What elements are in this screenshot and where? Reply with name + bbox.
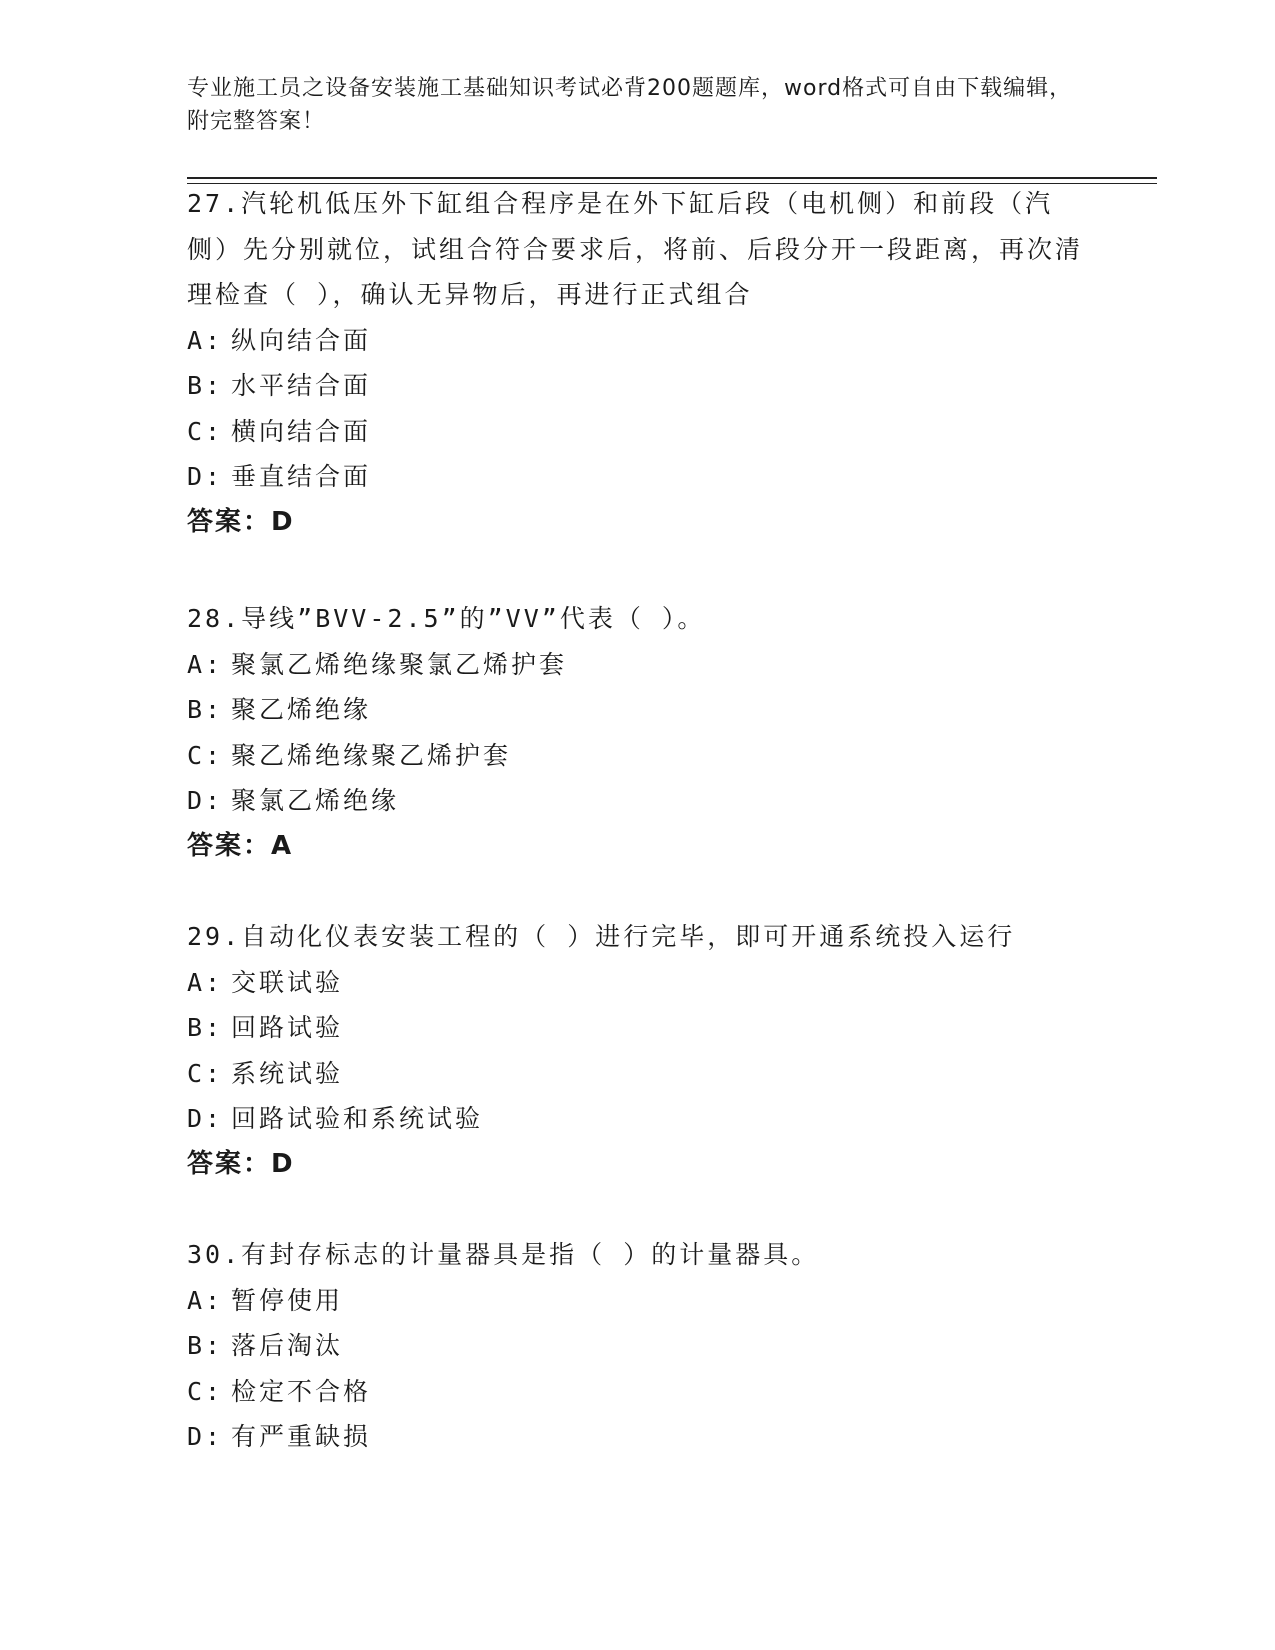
answer: 答案：D bbox=[187, 506, 295, 537]
question-stem: 29.自动化仪表安装工程的（ ）进行完毕，即可开通系统投入运行 bbox=[187, 922, 1016, 951]
answer: 答案：D bbox=[187, 1148, 295, 1179]
option-c bbox=[187, 409, 1087, 455]
option-label: A: bbox=[187, 649, 224, 679]
option-d bbox=[187, 454, 1087, 500]
option-text: 聚氯乙烯绝缘 bbox=[231, 786, 400, 815]
option-a bbox=[187, 642, 1087, 688]
option-label: B: bbox=[187, 371, 224, 400]
option-text: 系统试验 bbox=[231, 1058, 344, 1088]
option-text: 检定不合格 bbox=[231, 1376, 372, 1406]
option-label: B: bbox=[187, 695, 224, 724]
option-label: C: bbox=[187, 416, 224, 446]
option-label: A: bbox=[187, 967, 224, 997]
option-text: 回路试验和系统试验 bbox=[231, 1104, 484, 1133]
option-label: A: bbox=[187, 325, 224, 355]
option-a bbox=[187, 318, 1087, 364]
option-c bbox=[187, 733, 1087, 779]
header-rule-thick bbox=[187, 177, 1157, 179]
option-b bbox=[187, 1323, 1087, 1369]
option-label: B: bbox=[187, 1331, 224, 1360]
option-d bbox=[187, 1414, 1087, 1460]
option-label: D: bbox=[187, 1104, 224, 1133]
option-label: B: bbox=[187, 1013, 224, 1042]
option-text: 聚乙烯绝缘 bbox=[231, 695, 372, 724]
question-stem: 27.汽轮机低压外下缸组合程序是在外下缸后段（电机侧）和前段（汽侧）先分别就位，试组合符合要求后，将前、后段分开一段距离，再次清理检查（ ），确认无异物后，再进行正式组合 bbox=[187, 189, 1084, 309]
option-text: 回路试验 bbox=[231, 1013, 344, 1042]
question-28 bbox=[187, 596, 1087, 869]
option-a bbox=[187, 1278, 1087, 1324]
option-text: 垂直结合面 bbox=[231, 462, 372, 491]
option-text: 横向结合面 bbox=[231, 416, 372, 446]
option-label: C: bbox=[187, 1058, 224, 1088]
option-label: A: bbox=[187, 1285, 224, 1315]
question-stem: 28.导线”BVV-2.5”的”VV”代表（ ）。 bbox=[187, 604, 706, 633]
option-label: D: bbox=[187, 1422, 224, 1451]
option-b bbox=[187, 687, 1087, 733]
option-text: 聚乙烯绝缘聚乙烯护套 bbox=[231, 740, 512, 770]
question-30 bbox=[187, 1232, 1087, 1460]
option-label: D: bbox=[187, 786, 224, 815]
question-stem: 30.有封存标志的计量器具是指（ ）的计量器具。 bbox=[187, 1240, 820, 1269]
option-label: C: bbox=[187, 1376, 224, 1406]
option-b bbox=[187, 1005, 1087, 1051]
option-b bbox=[187, 363, 1087, 409]
question-27 bbox=[187, 181, 1087, 545]
answer: 答案：A bbox=[187, 830, 294, 861]
option-text: 纵向结合面 bbox=[231, 325, 372, 355]
option-label: C: bbox=[187, 740, 224, 770]
option-d bbox=[187, 778, 1087, 824]
option-c bbox=[187, 1369, 1087, 1415]
option-text: 交联试验 bbox=[231, 967, 344, 997]
option-label: D: bbox=[187, 462, 224, 491]
question-29 bbox=[187, 914, 1087, 1187]
document-header: 专业施工员之设备安装施工基础知识考试必背200题题库，word格式可自由下载编辑，附完整答案！ bbox=[187, 76, 1073, 134]
option-d bbox=[187, 1096, 1087, 1142]
option-text: 水平结合面 bbox=[231, 371, 372, 400]
option-c bbox=[187, 1051, 1087, 1097]
option-text: 有严重缺损 bbox=[231, 1422, 372, 1451]
option-text: 聚氯乙烯绝缘聚氯乙烯护套 bbox=[231, 649, 568, 679]
option-text: 落后淘汰 bbox=[231, 1331, 344, 1360]
option-text: 暂停使用 bbox=[231, 1285, 344, 1315]
option-a bbox=[187, 960, 1087, 1006]
